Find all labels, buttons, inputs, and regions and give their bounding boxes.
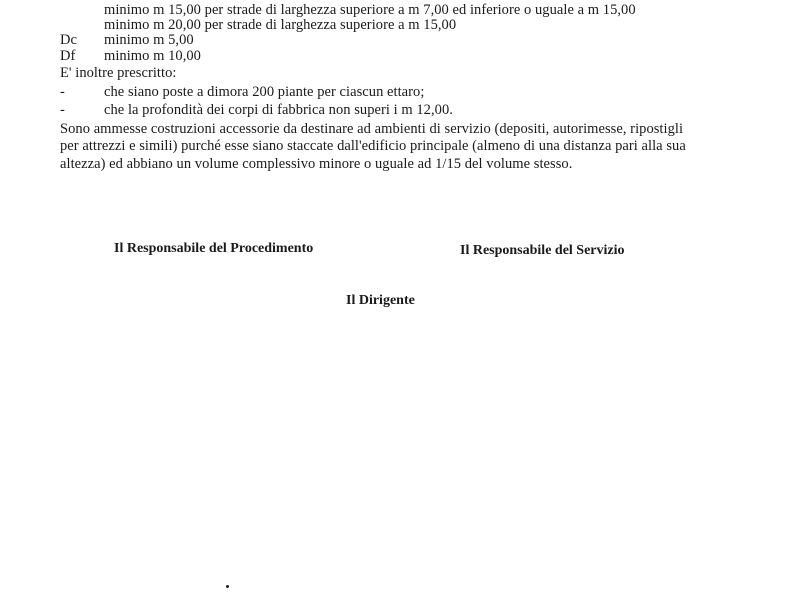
road-width-line-2: minimo m 20,00 per strade di larghezza superiore a m 15,00 [104, 17, 457, 33]
signature-responsabile-procedimento: Il Responsabile del Procedimento [114, 241, 314, 256]
prescription-item: che la profondità dei corpi di fabbrica non superi i m 12,00. [104, 102, 453, 118]
road-width-line-1: minimo m 15,00 per strade di larghezza superiore a m 7,00 ed inferiore o uguale a m 15,00 [104, 2, 636, 18]
prescription-intro: E' inoltre prescritto: [60, 65, 177, 81]
paragraph-line: Sono ammesse costruzioni accessorie da destinare ad ambienti di servizio (depositi, autorimesse, ripostigli [60, 121, 684, 137]
signature-responsabile-servizio: Il Responsabile del Servizio [460, 243, 625, 258]
df-label: Df [60, 48, 76, 64]
scan-speck [226, 585, 229, 588]
dc-value: minimo m 5,00 [104, 32, 194, 48]
paragraph-line: per attrezzi e simili) purché esse siano staccate dall'edificio principale (almeno di una distanza pari alla sua [60, 138, 686, 154]
bullet-dash: - [60, 102, 65, 118]
prescription-item: che siano poste a dimora 200 piante per ciascun ettaro; [104, 84, 425, 100]
df-value: minimo m 10,00 [104, 48, 201, 64]
signature-dirigente: Il Dirigente [346, 293, 415, 308]
bullet-dash: - [60, 84, 65, 100]
paragraph-line: altezza) ed abbiano un volume complessivo minore o uguale ad 1/15 del volume stesso. [60, 156, 573, 172]
dc-label: Dc [60, 32, 77, 48]
